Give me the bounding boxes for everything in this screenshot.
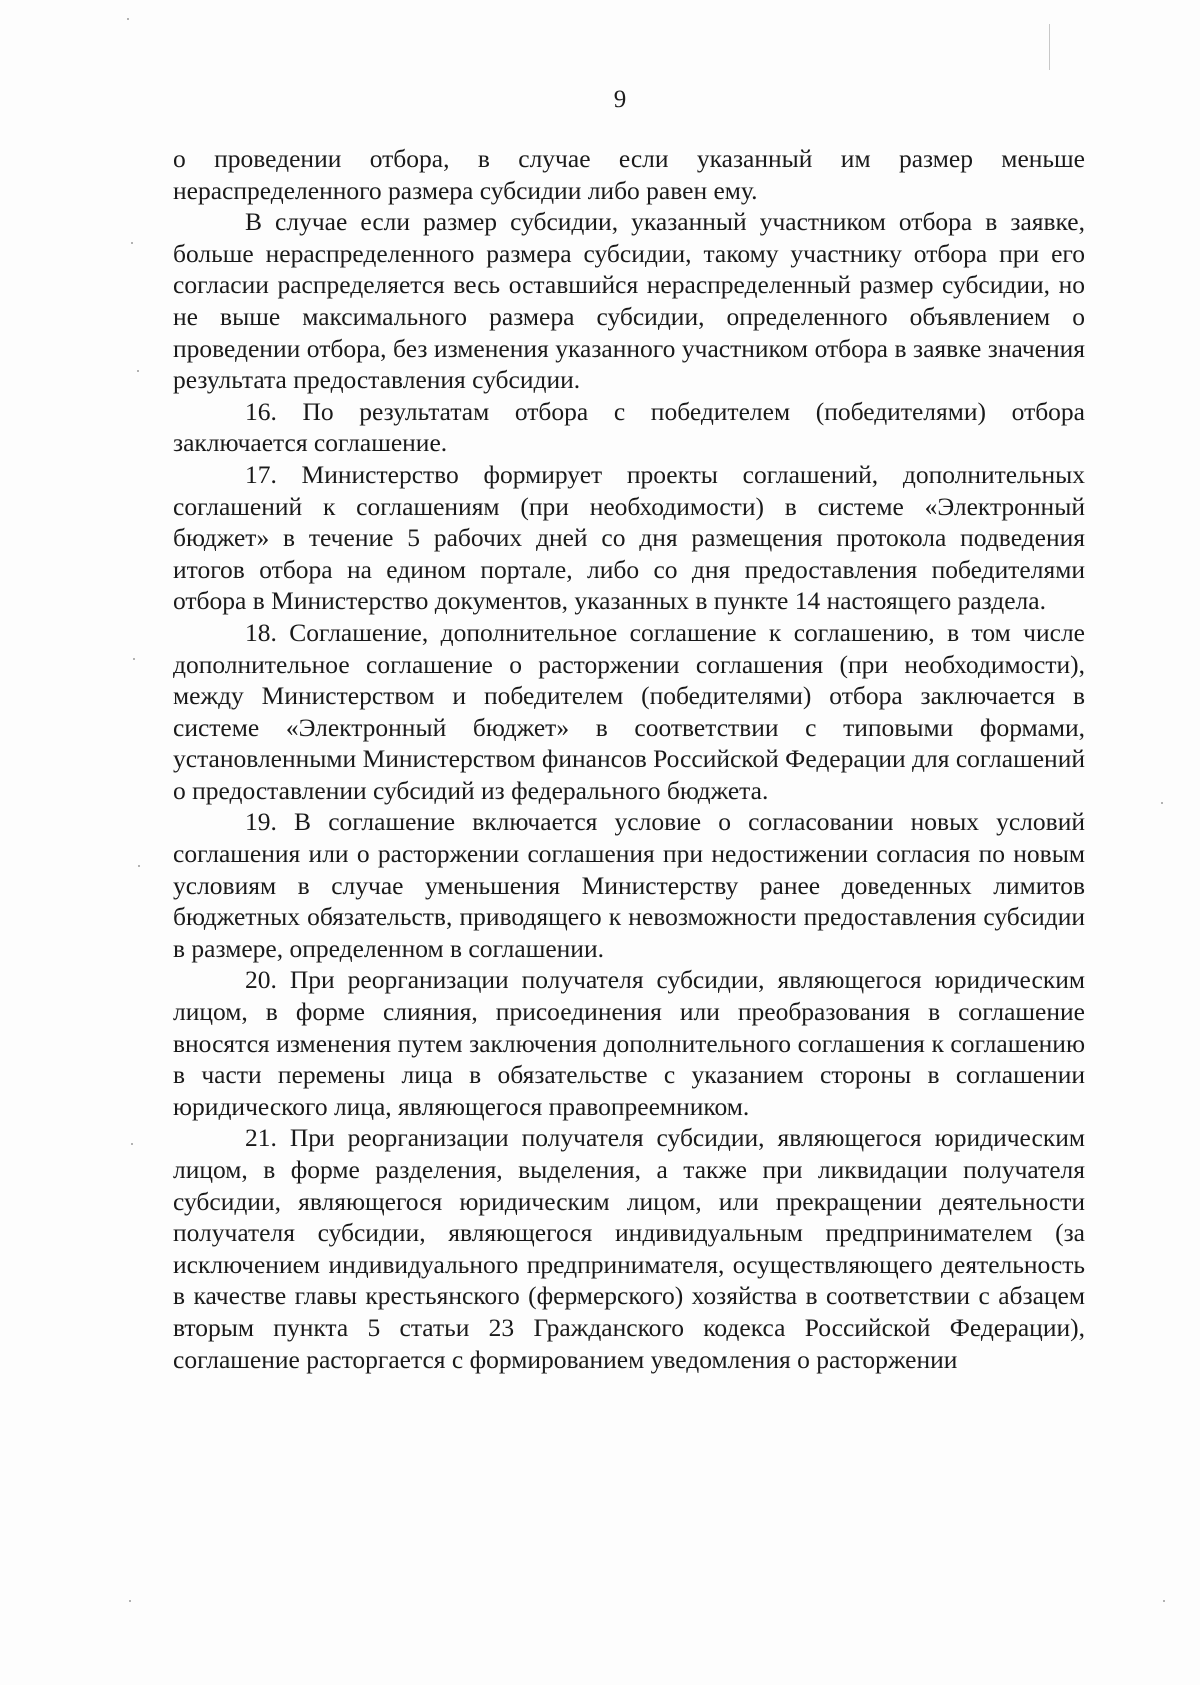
scan-speck [1161, 802, 1163, 804]
document-body [173, 143, 1085, 1375]
paragraph-17: 17. Министерство формирует проекты соглашений, дополнительных соглашений к соглашениям (при необходимости) в системе «Электронный бюджет» в течение 5 рабочих дней со дня размещения протокола подведения итогов отбора на едином портале, либо со дня предоставления победителями отбора в Министерство документов, указанных в пункте 14 настоящего раздела. [173, 459, 1085, 616]
scan-speck [127, 18, 129, 20]
scan-speck [129, 1600, 131, 1602]
paragraph-16: 16. По результатам отбора с победителем (победителями) отбора заключается соглашение. [173, 396, 1085, 458]
paragraph-18: 18. Соглашение, дополнительное соглашение к соглашению, в том числе дополнительное соглашение о расторжении соглашения (при необходимости), между Министерством и победителем (победителями) отбора заключается в системе «Электронный бюджет» в соответствии с типовыми формами, установленными Министерством финансов Российской Федерации для соглашений о предоставлении субсидий из федерального бюджета. [173, 617, 1085, 805]
scan-speck [131, 242, 133, 244]
scan-speck [1163, 1600, 1165, 1602]
paragraph-subsidy-distribution: В случае если размер субсидии, указанный участником отбора в заявке, больше нераспределенного размера субсидии, такому участнику отбора при его согласии распределяется весь оставшийся нераспределенный размер субсидии, но не выше максимального размера субсидии, определенного объявлением о проведении отбора, без изменения указанного участником отбора в заявке значения результата предоставления субсидии. [173, 207, 1085, 395]
scan-artifact [1049, 24, 1050, 70]
scan-speck [133, 658, 135, 660]
paragraph-19: 19. В соглашение включается условие о согласовании новых условий соглашения или о расторжении соглашения при недостижении согласия по новым условиям в случае уменьшения Министерству ранее доведенных лимитов бюджетных обязательств, приводящего к невозможности предоставления субсидии в размере, определенном в соглашении. [173, 807, 1085, 963]
scan-speck [138, 865, 140, 867]
paragraph-21: 21. При реорганизации получателя субсидии, являющегося юридическим лицом, в форме разделения, выделения, а также при ликвидации получателя субсидии, являющегося юридическим лицом, или прекращении деятельности получателя субсидии, являющегося индивидуальным предпринимателем (за исключением индивидуального предпринимателя, осуществляющего деятельность в качестве главы крестьянского (фермерского) хозяйства в соответствии с абзацем вторым пункта 5 статьи 23 Гражданского кодекса Российской Федерации), соглашение расторгается с формированием уведомления о расторжении [173, 1123, 1085, 1374]
paragraph-20: 20. При реорганизации получателя субсидии, являющегося юридическим лицом, в форме слияния, присоединения или преобразования в соглашение вносятся изменения путем заключения дополнительного соглашения к соглашению в части перемены лица в обязательстве с указанием стороны в соглашении юридического лица, являющегося правопреемником. [173, 965, 1085, 1121]
scan-speck [137, 370, 139, 372]
page-number: 9 [613, 86, 627, 113]
paragraph-continuation: о проведении отбора, в случае если указанный им размер меньше нераспределенного размера субсидии либо равен ему. [173, 144, 1085, 205]
scan-speck [131, 1143, 133, 1145]
